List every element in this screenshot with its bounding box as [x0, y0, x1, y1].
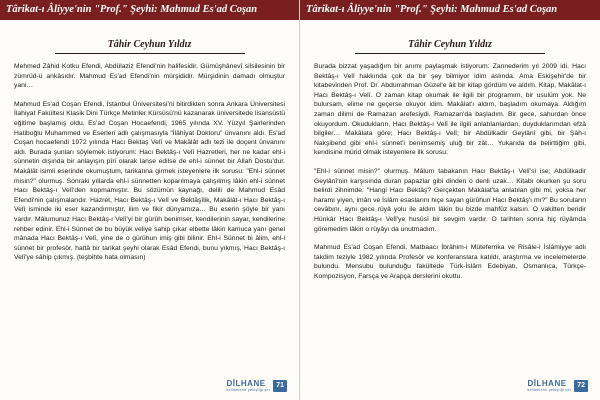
author-name: Tâhir Ceyhun Yıldız: [107, 39, 192, 50]
running-header: Târikat-ı Âliyye'nin "Prof." Şeyhi: Mahmud Es'ad Coşan: [300, 0, 600, 20]
page-number: 71: [273, 380, 287, 392]
paragraph: Burada bizzat yaşadığım bir anımı paylaşmak istiyorum: Zannederim yıl 2009 idi. Hacı Bektâş-ı Velî hakkında çok da bir şey bilmiyor idim aslında. Ama Eskişehir'de bir kitabevinden Prof. Dr. Abdurrahman Güzel'e âit bir kitap gördüm ve aldım. Kitap, Makâlat-ı Hacı Bektâş-ı Velî. O zaman kitap okumak ile ilgili bir programım, bir usulüm yok. Ne bulursam, elime ne geçerse okuyor idim. Makâlat'ı aldım, başladım okumaya. Aldığım zaman dilimi de Ramazan arefesiydi. Ramazan'da başladım. Bir gece, sahurdan önce okuyordum. Okudukların, Hacı Bektâş-ı Velî ile ilgili anlatılanlardan, duyduklarımdan efzâ bilgiler… Makâlata göre; Hacı Bektâş-ı Velî; bir Abdülkadir Geylânî gibi, bir Şâh-ı Nakşibend gibi ehl-i sünnet'i benimsemiş uluğ bir zât… Yukarıda da belirttiğim gibi, kendisine mürid olmak isteyenlere ilk sorusu:: [314, 63, 586, 157]
paragraph: "Ehl-i sünnet misin?" olurmuş. Mâlum tabakanın Hacı Bektâş-ı Velî'si ise; Abdülkadir Geylânî'nin karşısında duran papazlar gibi dinden o denli uzak… Kitabı okurken şu soru belirdi zihnimde: "Hangi Hacı Bektâş? Gerçekten Makâlat'ta anlatılan gibi mi, yoksa her haramı yiyen, imân ve İslâm esaslarını hiçe sayan gürûhun Hacı Bektâş'ı mı?" Bu soruların cevâbını, aynı gece rüyâ yolu ile aldım lâkin bu bizde mahfûz kalsın. O vakitten beridir Hünkâr Hacı Bektâş-ı Velî'ye husûsî bir sevgim vardır. O tarihten sonra hiç rüyâmda göremedim lâkin o rüyâyı da unutmadım.: [314, 167, 586, 233]
paragraph: Mehmed Zâhid Kotku Efendi, Abdülaziz Efendi'nin halifesidir. Gümüşhânevî silsilesinin bir zümrüd-ü ankâsıdır. Mahmud Es'ad Efendi'nin mürşididir. Mürşidinin damadı olmuştur yani…: [14, 63, 285, 90]
publisher-logo: [528, 379, 572, 392]
right-page: [300, 0, 600, 400]
logo-tagline: kelimelerin pekiştiği yer: [527, 388, 572, 392]
paragraph: Mahmud Es'ad Coşan Efendi, Matbaacı İbrâhim-i Müteferrika ve Risâle-i İslâmiyye adlı takdim teziyle 1982 yılında Profesör ve konferanslara katıldı, araştırma ve incelemelerde bulundu. Mensubu bulunduğu fakültede Türk-İslâm Edebiyatı, Osmanlıca, Türkçe-Kompozisyon, Farsça ve Arapça derslerini okuttu.: [314, 244, 586, 280]
page-number: 72: [574, 380, 588, 392]
publisher-logo: [227, 379, 271, 392]
body-text: [0, 54, 299, 263]
page-footer: [227, 379, 287, 392]
running-header: Târikat-ı Âliyye'nin "Prof." Şeyhi: Mahmud Es'ad Coşan: [0, 0, 299, 20]
body-text: [300, 54, 600, 281]
paragraph: Mahmud Es'ad Coşan Efendi, İstanbul Üniversitesi'ni bitirdikten sonra Ankara Üniversitesi İlahiyat Fakültesi Klasik Dini Türkçe Metinler Kürsüsü'nü kazanarak üniversitede lisansüstü eğitime başlamış oldu. Es'ad Coşan Hocaefendi, 1965 yılında XV. Yüzyıl Şairlerinden Hatiboğlu Muhammed ve Eserleri adlı çalışmasıyla "İlâhiyat Doktoru" ünvanını aldı. Es'ad Coşan hocaefendi 1972 yılında Hacı Bektaş Velî ve Makâlât adlı tezi ile doçent ünvanını aldı. Burada şunları söylemek istiyorum: Hacı Bektâş-ı Velî Hazretleri, her ne kadar ehl-i sünnetin dışında bir anlayışın pîri olarak lanse edilse de ehl-i sünnet bir Allah Dostu'dur. Makâlât isimli eserinde okumuştum, tarikatına girmek isteyenlere ilk sorusu: "Ehl-i sünnet misin?" olurmuş. Sonraki yıllarda ehl-i sünnetten koparılmaya çalışılmış lâkin ehl-i sünnet Hacı Bektâş-ı Velî'den kopmamıştır. Bu sözümün kaynağı, delili de Mahmud Esâd Efendi'nin çalışmalarıdır. Hazret, Hacı Bektâş-ı Velî ve Bektâşîlik, Makâlât-ı Hacı Bektâş-ı Velî isminde iki eser kazandırmıştır, ilim ve fikir dünyamıza… Bu eserin şöyle bir yanı vardır. Mâlumunuz Hacı Bektâş-ı Velî'yi bir gürûh benimser, kendilerinin sayar, kendilerine rehber edinir. Ehl-i Sünnet de bu büyük veliye sahip çıkar elbette lâkin kamuca yanı genel mânada Hacı Bektâş-ı Velî, yine de o gürûhun imiş gibi bilinir. Ehl-i Sünnet bi âlim, ehl-i sünnet bir profesör, hattâ bir tarikat şeyhi olarak Esâd Efendi, bunu yıkmış, Hacı Bektâş-ı Velî'ye sâhip çıkmış. (teşbihte hata olmasın): [14, 100, 285, 262]
page-footer: [528, 379, 588, 392]
logo-tagline: kelimelerin pekiştiği yer: [226, 388, 271, 392]
logo-text: DİLHANE: [226, 379, 266, 388]
author-name: Tâhir Ceyhun Yıldız: [408, 39, 492, 50]
logo-text: DİLHANE: [527, 379, 567, 388]
